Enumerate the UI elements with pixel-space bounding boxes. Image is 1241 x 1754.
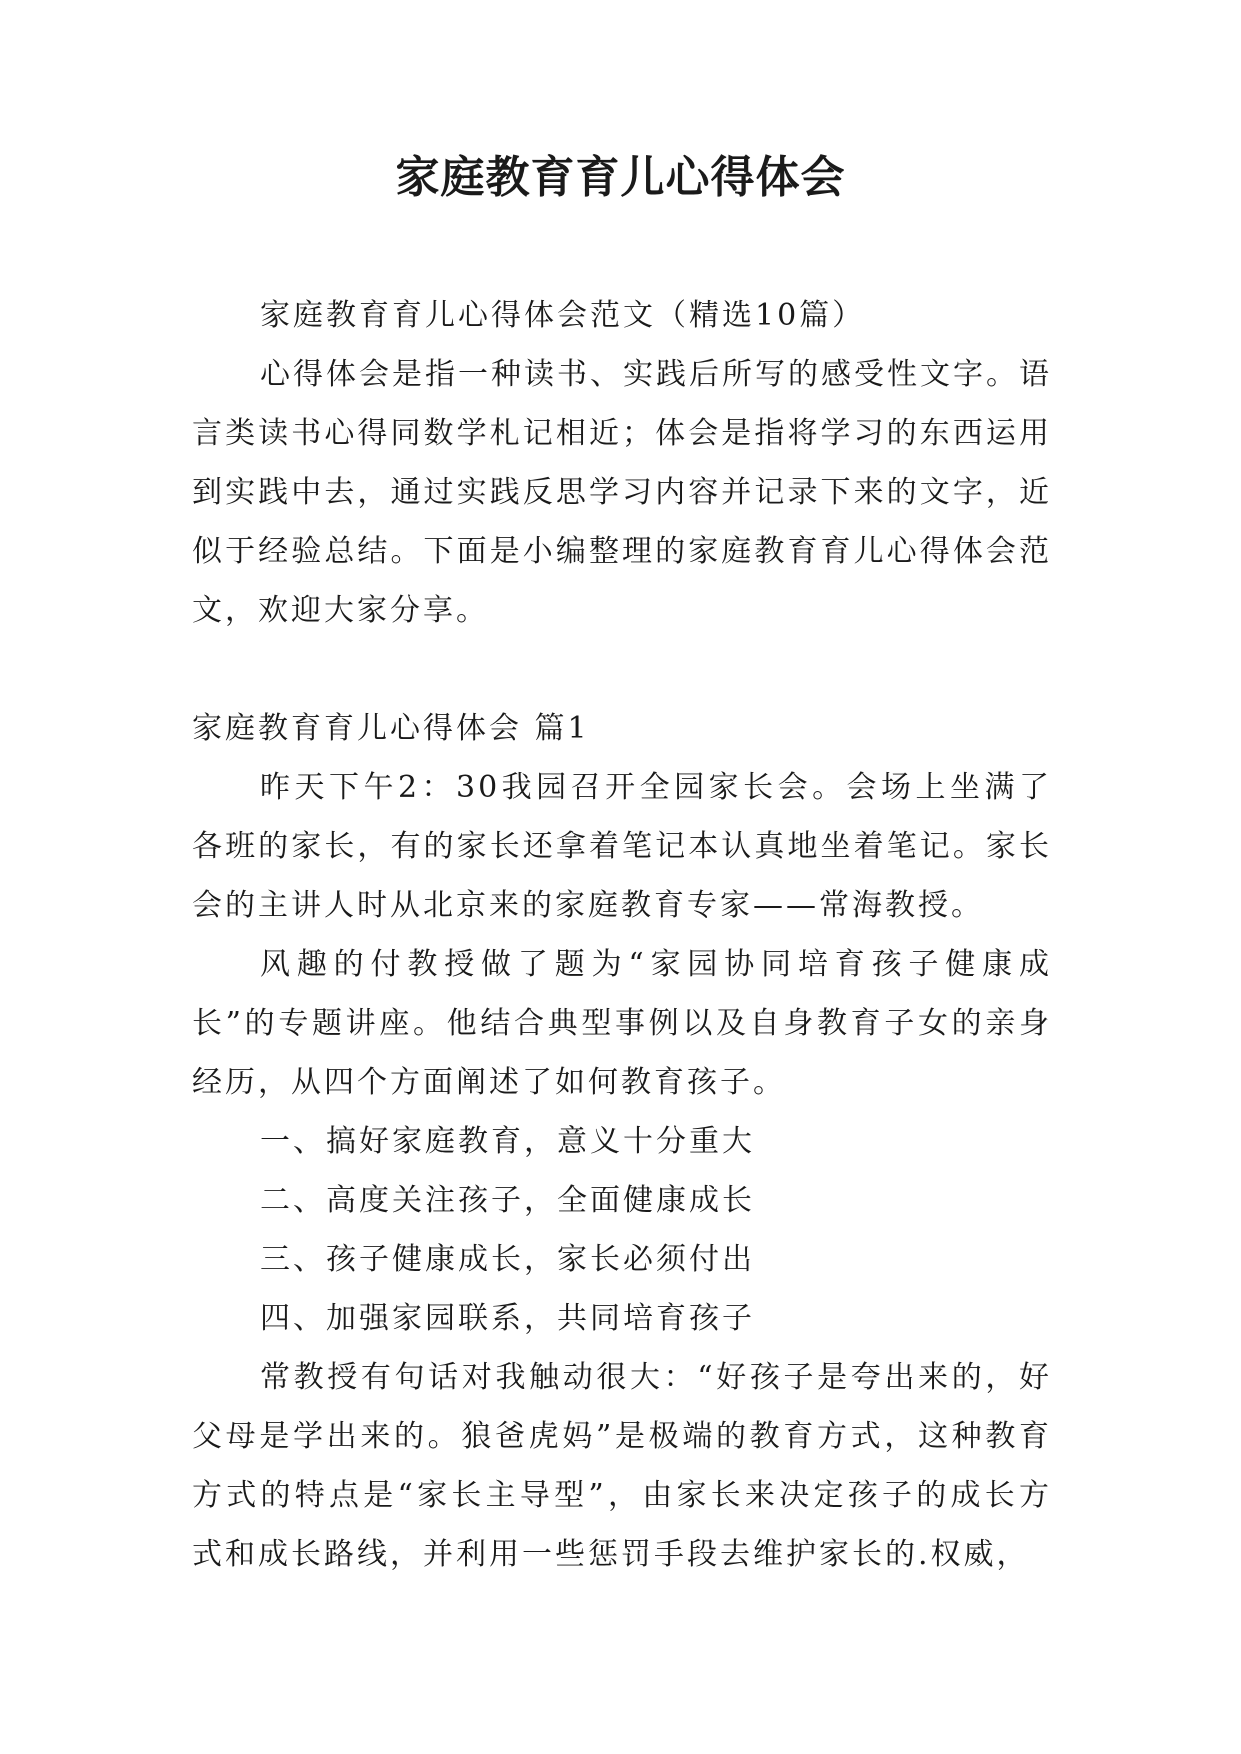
list-item: 三、孩子健康成长，家长必须付出 — [260, 1242, 755, 1277]
intro-paragraph: 心得体会是指一种读书、实践后所写的感受性文字。语言类读书心得同数学札记相近；体会是指将学习的东西运用到实践中去，通过实践反思学习内容并记录下来的文字，近似于经验总结。下面是小编整理的家庭教育育儿心得体会范文，欢迎大家分享。 — [192, 357, 1052, 628]
section-spacer — [192, 640, 1052, 699]
list-item: 四、加强家园联系，共同培育孩子 — [260, 1301, 755, 1336]
body-paragraph: 风趣的付教授做了题为“家园协同培育孩子健康成长”的专题讲座。他结合典型事例以及自身教育子女的亲身经历，从四个方面阐述了如何教育孩子。 — [192, 947, 1052, 1100]
list-item: 二、高度关注孩子，全面健康成长 — [260, 1183, 755, 1218]
body-paragraph: 昨天下午2：30我园召开全园家长会。会场上坐满了各班的家长，有的家长还拿着笔记本认真地坐着笔记。家长会的主讲人时从北京来的家庭教育专家——常海教授。 — [192, 770, 1052, 923]
document-title: 家庭教育育儿心得体会 — [395, 152, 846, 203]
document-subtitle: 家庭教育育儿心得体会范文（精选10篇） — [260, 298, 866, 333]
section-heading: 家庭教育育儿心得体会 篇1 — [192, 711, 590, 746]
document-body — [192, 286, 1052, 1584]
closing-paragraph: 常教授有句话对我触动很大：“好孩子是夸出来的，好父母是学出来的。狼爸虎妈”是极端的教育方式，这种教育方式的特点是“家长主导型”，由家长来决定孩子的成长方式和成长路线，并利用一些惩罚手段去维护家长的.权威， — [192, 1360, 1052, 1572]
list-item: 一、搞好家庭教育，意义十分重大 — [260, 1124, 755, 1159]
